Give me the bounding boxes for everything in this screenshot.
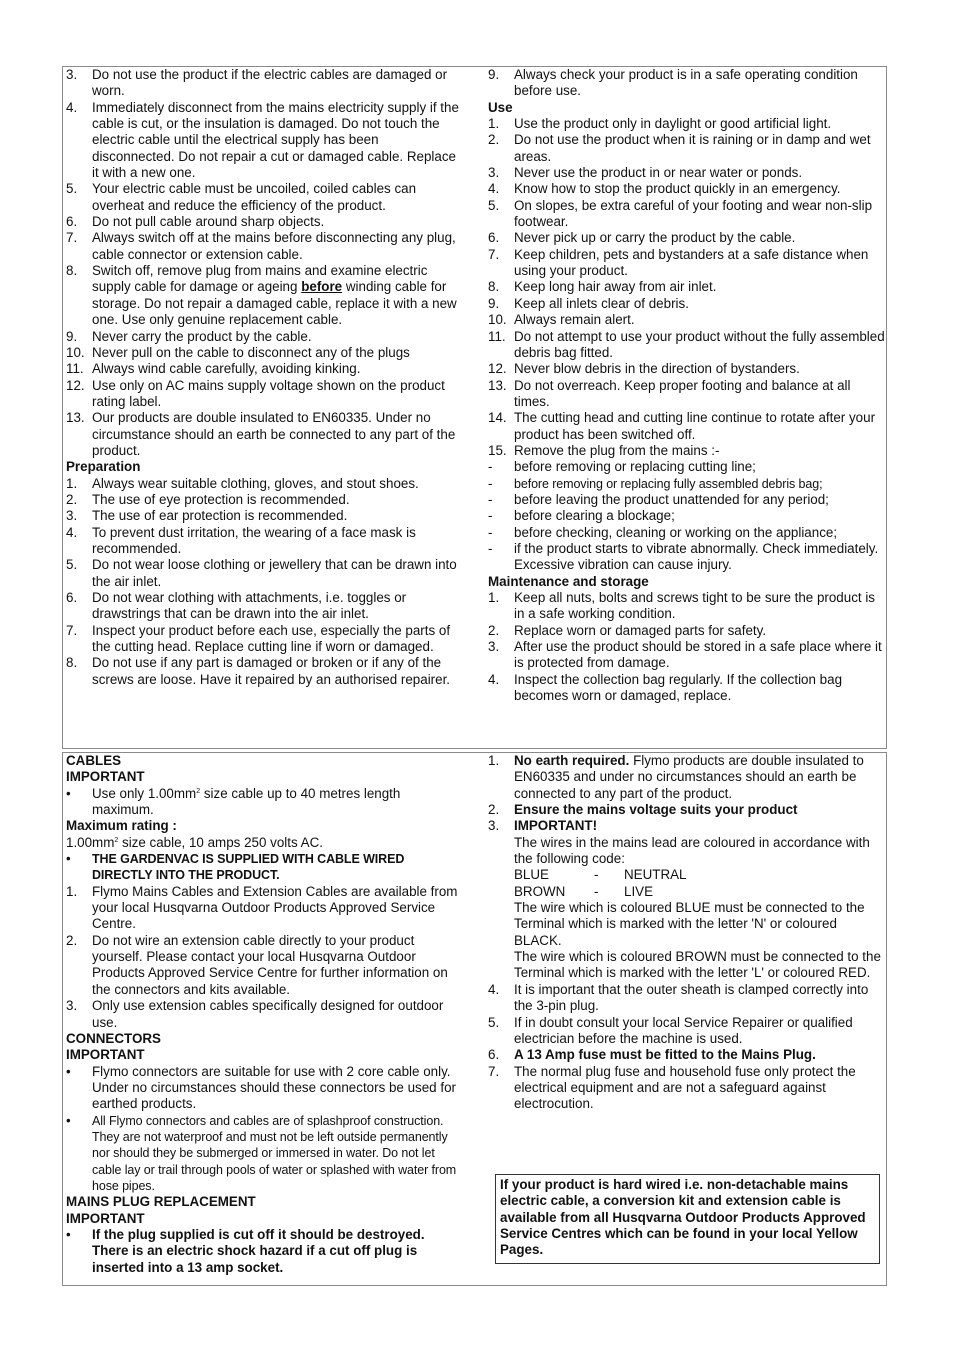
list-marker: 3. <box>488 165 500 181</box>
list-item <box>488 1047 885 1063</box>
list-item <box>488 541 885 574</box>
list-item <box>66 329 464 345</box>
list-item <box>66 181 464 214</box>
superscript: 2 <box>196 787 201 795</box>
list-item <box>488 165 885 181</box>
list-item <box>488 181 885 197</box>
list-marker: 14. <box>488 410 507 426</box>
list-item <box>488 1015 885 1048</box>
rating-text: 1.00mm <box>66 834 115 850</box>
list-item <box>488 67 885 100</box>
list-marker: - <box>488 491 493 507</box>
list-marker: 3. <box>66 67 78 82</box>
list-item <box>66 410 464 459</box>
list-marker: 1. <box>66 475 78 491</box>
list-item-text: All Flymo connectors and cables are of splashproof construction. They are not waterproof and must not be left outside permanently nor should they be submerged or immersed in water. Do not let cable lay or trail through pools of water or splashed with water from hose pipes. <box>92 1113 457 1193</box>
paragraph <box>488 835 885 868</box>
rating-text-rest: size cable, 10 amps 250 volts AC. <box>118 834 323 850</box>
list-marker: 1. <box>66 883 78 899</box>
list-item-text: Always wear suitable clothing, gloves, and stout shoes. <box>92 475 419 491</box>
list-marker: 3. <box>66 508 78 524</box>
list-item-text <box>514 753 885 802</box>
list-marker: 5. <box>66 557 78 573</box>
list-item-text: Never pick up or carry the product by the cable. <box>514 230 796 246</box>
list-item <box>66 378 464 411</box>
list-marker: 13. <box>66 410 85 426</box>
list-item-text: IMPORTANT! <box>514 818 598 834</box>
list-item-text: before removing or replacing cutting line; <box>514 459 756 475</box>
list-item-text: Do not use the product if the electric cables are damaged or worn. <box>92 67 448 99</box>
list-item <box>66 1227 464 1276</box>
list-item <box>488 378 885 411</box>
wire-color: BROWN <box>514 883 566 899</box>
list-item-text: Use the product only in daylight or good artificial light. <box>514 116 832 132</box>
list-item <box>488 247 885 280</box>
list-marker: 6. <box>66 590 78 605</box>
section-heading: Preparation <box>66 459 141 475</box>
list-item-text: The normal plug fuse and household fuse only protect the electrical equipment and are not a safeguard against electrocution. <box>514 1063 856 1112</box>
list-item <box>488 361 885 377</box>
list-item-text: Inspect your product before each use, especially the parts of the cutting head. Replace cutting line if worn or damaged. <box>92 622 451 655</box>
list-marker: 7. <box>488 246 500 262</box>
list-item <box>66 590 464 623</box>
wire-color-code <box>488 884 885 900</box>
list-item <box>488 623 885 639</box>
dash: - <box>594 867 599 883</box>
list-item-text: Never blow debris in the direction of bystanders. <box>514 361 800 377</box>
list-marker: 9. <box>488 67 500 82</box>
list-item <box>488 312 885 328</box>
list-marker: 6. <box>488 230 500 246</box>
list-item <box>66 623 464 656</box>
list-item <box>66 851 464 884</box>
list-marker: 6. <box>488 1047 500 1063</box>
list-item-text: Your electric cable must be uncoiled, coiled cables can overheat and reduce the efficiency of the product. <box>92 181 417 213</box>
list-marker: 15. <box>488 442 507 458</box>
dash: - <box>594 883 599 899</box>
list-marker: 3. <box>66 998 78 1014</box>
top-left-column <box>66 67 464 688</box>
list-item <box>66 492 464 508</box>
list-item <box>66 508 464 524</box>
list-item-text: Never pull on the cable to disconnect any of the plugs <box>92 344 410 360</box>
section-heading: Maximum rating : <box>66 818 177 834</box>
list-marker: - <box>488 475 493 491</box>
rating-line <box>66 835 464 851</box>
list-item <box>488 639 885 672</box>
wire-color-code <box>488 867 885 883</box>
list-item-text: The use of eye protection is recommended. <box>92 491 350 507</box>
list-item-text: Do not overreach. Keep proper footing and balance at all times. <box>514 377 851 409</box>
list-item-text: Use only on AC mains supply voltage shown on the product rating label. <box>92 377 445 409</box>
list-item <box>488 443 885 459</box>
list-item <box>488 525 885 541</box>
list-marker: 4. <box>488 181 500 197</box>
list-item <box>66 1064 464 1113</box>
section-heading: IMPORTANT <box>66 1047 145 1063</box>
list-item <box>66 100 464 182</box>
list-item-text: Do not attempt to use your product without the fully assembled debris bag fitted. <box>514 328 885 360</box>
wire-function: NEUTRAL <box>624 867 687 883</box>
list-item-text: Keep long hair away from air inlet. <box>514 279 717 295</box>
list-marker: • <box>66 785 71 801</box>
text-part: Use only 1.00mm <box>92 785 197 801</box>
list-item-text: before removing or replacing fully assembled debris bag; <box>514 476 823 491</box>
list-marker: • <box>66 851 71 867</box>
list-marker: • <box>66 1112 71 1128</box>
list-item-text: Do not use if any part is damaged or broken or if any of the screws are loose. Have it repaired by an authorised repairer. <box>92 655 451 687</box>
list-marker: 2. <box>66 491 78 507</box>
list-item-text: If the plug supplied is cut off it should be destroyed. There is an electric shock hazard if a cut off plug is inserted into a 13 amp socket. <box>92 1226 425 1275</box>
list-item <box>488 329 885 362</box>
list-item-text: Never use the product in or near water or ponds. <box>514 165 803 181</box>
list-item <box>66 1113 464 1195</box>
list-item <box>488 492 885 508</box>
bottom-right-column <box>488 753 885 1113</box>
list-item-text: Our products are double insulated to EN60335. Under no circumstance should an earth be connected to any part of the product. <box>92 410 456 458</box>
list-item <box>66 655 464 688</box>
list-item <box>66 67 464 100</box>
list-marker: 7. <box>66 230 78 246</box>
list-item-text: Always switch off at the mains before disconnecting any plug, cable connector or extension cable. <box>92 230 456 262</box>
list-item <box>488 982 885 1015</box>
list-item <box>66 525 464 558</box>
paragraph-text: The wire which is coloured BROWN must be connected to the Terminal which is marked with the letter 'L' or coloured RED. <box>514 949 881 981</box>
list-marker: 4. <box>66 524 78 540</box>
list-item-text: Do not use the product when it is raining or in damp and wet areas. <box>514 132 871 164</box>
hard-wired-notice: If your product is hard wired i.e. non-detachable mains electric cable, a conversion kit and extension cable is available from all Husqvarna Outdoor Products Approved Service Centres which can be found in your local Yellow Pages. <box>495 1174 880 1264</box>
paragraph-text: The wires in the mains lead are coloured in accordance with the following code: <box>514 834 870 867</box>
list-item-text: Always remain alert. <box>514 312 635 328</box>
list-marker: 2. <box>488 132 500 148</box>
list-item <box>488 818 885 834</box>
list-item-text: On slopes, be extra careful of your footing and wear non-slip footwear. <box>514 197 873 230</box>
list-item <box>488 116 885 132</box>
list-item-text: Always wind cable carefully, avoiding kinking. <box>92 361 361 377</box>
list-marker: 7. <box>488 1063 500 1079</box>
list-marker: 8. <box>66 263 78 279</box>
list-item <box>488 476 885 492</box>
list-item-text: If in doubt consult your local Service Repairer or qualified electrician before the machine is used. <box>514 1014 853 1046</box>
list-marker: • <box>66 1226 71 1242</box>
list-marker: 3. <box>488 818 500 834</box>
section-heading: IMPORTANT <box>66 1210 145 1226</box>
wire-color: BLUE <box>514 867 549 883</box>
list-marker: 9. <box>488 295 500 311</box>
list-item-text: To prevent dust irritation, the wearing of a face mask is recommended. <box>92 524 416 556</box>
list-item-text: It is important that the outer sheath is clamped correctly into the 3-pin plug. <box>514 981 869 1014</box>
list-marker: 8. <box>66 655 78 671</box>
list-marker: - <box>488 459 493 475</box>
list-item-text: Flymo connectors are suitable for use with 2 core cable only. Under no circumstances should these connectors be used for earthed products. <box>92 1063 456 1112</box>
section-heading: Maintenance and storage <box>488 573 649 589</box>
list-item <box>66 884 464 933</box>
list-item-text <box>92 263 464 328</box>
list-item <box>66 214 464 230</box>
indent <box>488 835 514 868</box>
list-item-text: Keep all inlets clear of debris. <box>514 295 689 311</box>
list-item <box>488 459 885 475</box>
list-marker: 1. <box>488 590 500 605</box>
list-marker: 4. <box>66 99 78 115</box>
list-item <box>488 802 885 818</box>
list-marker: 2. <box>488 622 500 638</box>
section-heading: CONNECTORS <box>66 1030 161 1046</box>
cables-panel-bottom <box>62 752 887 1286</box>
list-marker: - <box>488 524 493 540</box>
text-part: Flymo products are double insulated to EN60335 and under no circumstances should an earth be connected to any part of the product. <box>514 753 864 801</box>
list-item <box>488 1064 885 1113</box>
list-marker: • <box>66 1063 71 1079</box>
list-item <box>66 230 464 263</box>
section-heading: CABLES <box>66 753 122 768</box>
list-item-text: The use of ear protection is recommended. <box>92 508 348 524</box>
list-item <box>66 557 464 590</box>
list-marker: 5. <box>66 181 78 197</box>
list-marker: 11. <box>66 361 84 377</box>
indent <box>488 949 514 982</box>
list-marker: - <box>488 508 493 524</box>
list-marker: 4. <box>488 671 500 687</box>
list-marker: 12. <box>488 361 507 377</box>
list-item <box>488 590 885 623</box>
list-item-text: Keep all nuts, bolts and screws tight to be sure the product is in a safe working condition. <box>514 590 876 622</box>
section-heading: MAINS PLUG REPLACEMENT <box>66 1194 256 1210</box>
list-marker: 11. <box>488 328 506 344</box>
superscript: 2 <box>114 836 119 844</box>
list-item-text: After use the product should be stored in a safe place where it is protected from damage. <box>514 639 882 671</box>
list-item-text: Do not wear loose clothing or jewellery that can be drawn into the air inlet. <box>92 557 457 589</box>
section-heading: Use <box>488 99 513 115</box>
list-item-text: before checking, cleaning or working on the appliance; <box>514 524 838 540</box>
section-heading: IMPORTANT <box>66 769 145 785</box>
list-marker: 12. <box>66 377 85 393</box>
list-marker: 5. <box>488 197 500 213</box>
list-item-text: Do not pull cable around sharp objects. <box>92 214 325 230</box>
list-item-text: The cutting head and cutting line continue to rotate after your product has been switched off. <box>514 410 876 442</box>
list-item <box>66 476 464 492</box>
list-marker: 2. <box>66 932 78 948</box>
text-part: winding cable for storage. Do not repair a damaged cable, replace it with a new one. Use only genuine replacement cable. <box>92 279 457 328</box>
list-item-text: Do not wire an extension cable directly to your product yourself. Please contact your local Husqvarna Outdoor Products Approved Service Centre for further information on the connectors and kits available. <box>92 932 448 997</box>
bottom-left-column <box>66 753 464 1276</box>
list-marker: 7. <box>66 622 78 638</box>
top-right-column <box>488 67 885 704</box>
list-item <box>488 508 885 524</box>
safety-panel-top <box>62 66 887 749</box>
list-item-text: THE GARDENVAC IS SUPPLIED WITH CABLE WIRED DIRECTLY INTO THE PRODUCT. <box>92 852 405 883</box>
list-marker: 6. <box>66 214 78 230</box>
list-item-text: Always check your product is in a safe operating condition before use. <box>514 67 858 99</box>
list-item-text: Ensure the mains voltage suits your product <box>514 802 798 818</box>
list-marker: 10. <box>488 312 507 328</box>
bold-lead: No earth required. <box>514 753 630 768</box>
list-item-text: Inspect the collection bag regularly. If the collection bag becomes worn or damaged, replace. <box>514 671 843 704</box>
list-item-text: Immediately disconnect from the mains electricity supply if the cable is cut, or the insulation is damaged. Do not touch the electric cable until the electrical supply has been disconnected. Do not repair a cut or damaged cable. Replace it with a new one. <box>92 99 459 181</box>
list-marker: 1. <box>488 116 500 132</box>
indent <box>488 900 514 949</box>
list-item-text: Only use extension cables specifically designed for outdoor use. <box>92 998 444 1030</box>
paragraph <box>488 900 885 949</box>
list-marker: 8. <box>488 279 500 295</box>
list-item <box>66 933 464 998</box>
list-item-text: Flymo Mains Cables and Extension Cables are available from your local Husqvarna Outdoor Products Approved Service Centre. <box>92 883 458 932</box>
list-item-text: Replace worn or damaged parts for safety. <box>514 622 767 638</box>
list-marker: 4. <box>488 981 500 997</box>
list-item-text: Remove the plug from the mains :- <box>514 442 720 458</box>
list-item-text: A 13 Amp fuse must be fitted to the Mains Plug. <box>514 1047 816 1063</box>
list-item <box>488 132 885 165</box>
list-marker: 13. <box>488 377 507 393</box>
list-item-text: before leaving the product unattended for any period; <box>514 491 829 507</box>
list-item-text: Know how to stop the product quickly in an emergency. <box>514 181 841 197</box>
list-marker: 2. <box>488 802 500 818</box>
list-item <box>66 786 464 819</box>
list-marker: 3. <box>488 639 500 655</box>
text-part: size cable up to 40 metres length maximum. <box>92 785 401 818</box>
paragraph-text: The wire which is coloured BLUE must be connected to the Terminal which is marked with the letter 'N' or coloured BLACK. <box>514 900 865 948</box>
list-marker: 5. <box>488 1014 500 1030</box>
list-item-text <box>92 786 464 819</box>
list-item-text: before clearing a blockage; <box>514 508 675 524</box>
list-item <box>488 279 885 295</box>
wire-function: LIVE <box>624 883 654 899</box>
list-item-text: if the product starts to vibrate abnormally. Check immediately. Excessive vibration can cause injury. <box>514 540 879 573</box>
list-marker: 9. <box>66 328 78 344</box>
list-item-text: Keep children, pets and bystanders at a safe distance when using your product. <box>514 246 869 279</box>
list-item-text: Do not wear clothing with attachments, i.e. toggles or drawstrings that can be drawn into the air inlet. <box>92 590 407 622</box>
list-item <box>66 361 464 377</box>
paragraph <box>488 949 885 982</box>
list-marker: 10. <box>66 344 85 360</box>
list-item <box>488 296 885 312</box>
list-item <box>66 345 464 361</box>
list-item <box>488 753 885 802</box>
list-marker: - <box>488 540 493 556</box>
text-part: Switch off, remove plug from mains and examine electric supply cable for damage or ageing <box>92 263 428 295</box>
underlined-word: before <box>301 279 343 295</box>
list-item <box>488 198 885 231</box>
list-item <box>488 410 885 443</box>
list-item-text: Never carry the product by the cable. <box>92 328 312 344</box>
list-item <box>66 998 464 1031</box>
list-item <box>488 230 885 246</box>
list-item <box>66 263 464 328</box>
list-item <box>488 672 885 705</box>
list-marker: 1. <box>488 753 500 768</box>
